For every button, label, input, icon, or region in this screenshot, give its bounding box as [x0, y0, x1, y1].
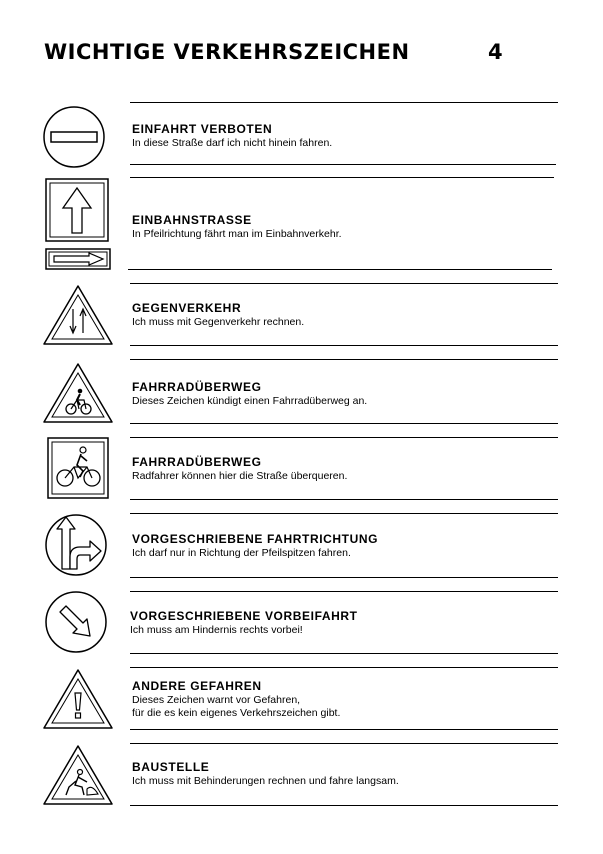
sign-entry-no-entry	[132, 122, 572, 150]
writing-line	[130, 805, 558, 806]
writing-line	[130, 177, 554, 178]
writing-line	[130, 345, 558, 346]
entry-heading: FAHRRADÜBERWEG	[132, 455, 262, 469]
entry-description: In Pfeilrichtung fährt man im Einbahnverkehr.	[132, 228, 342, 240]
page-number: 4	[488, 40, 504, 64]
writing-line	[130, 423, 558, 424]
entry-heading: EINFAHRT VERBOTEN	[132, 122, 273, 136]
writing-line	[130, 499, 558, 500]
writing-line	[130, 577, 558, 578]
writing-line	[130, 102, 558, 103]
writing-line	[130, 359, 558, 360]
sign-entry-other-danger	[132, 679, 572, 720]
title-text: WICHTIGE VERKEHRSZEICHEN	[44, 40, 410, 64]
entry-description: Ich muss mit Behinderungen rechnen und fahre langsam.	[132, 775, 399, 787]
sign-entry-one-way	[132, 213, 572, 241]
writing-line	[130, 591, 558, 592]
one-way-sign-icon	[45, 178, 111, 272]
writing-line	[130, 437, 558, 438]
writing-line	[130, 729, 558, 730]
entry-description: In diese Straße darf ich nicht hinein fahren.	[132, 137, 333, 149]
entry-heading: VORGESCHRIEBENE FAHRTRICHTUNG	[132, 532, 379, 546]
sign-entry-mandatory-direction	[132, 532, 572, 560]
entry-heading: ANDERE GEFAHREN	[132, 679, 262, 693]
mandatory-direction-sign-icon	[44, 513, 108, 577]
two-way-traffic-sign-icon	[42, 284, 114, 346]
writing-line	[128, 269, 552, 270]
entry-heading: FAHRRADÜBERWEG	[132, 380, 262, 394]
writing-line	[130, 513, 558, 514]
entry-heading: GEGENVERKEHR	[132, 301, 242, 315]
entry-description: Ich muss am Hindernis rechts vorbei!	[130, 624, 303, 636]
bicycle-crossing-warning-sign-icon	[42, 362, 114, 424]
entry-heading: BAUSTELLE	[132, 760, 210, 774]
entry-heading: EINBAHNSTRASSE	[132, 213, 252, 227]
sign-entry-two-way-traffic	[132, 301, 572, 329]
bicycle-crossing-info-sign-icon	[47, 437, 109, 499]
entry-description-line-2: für die es kein eigenes Verkehrszeichen gibt.	[132, 707, 341, 719]
sign-entry-keep-right	[130, 609, 570, 637]
entry-description: Ich darf nur in Richtung der Pfeilspitzen fahren.	[132, 547, 351, 559]
entry-description-line-1: Dieses Zeichen warnt vor Gefahren,	[132, 694, 301, 706]
sign-entry-bicycle-crossing-warning	[132, 380, 572, 408]
keep-right-sign-icon	[44, 590, 108, 654]
entry-heading: VORGESCHRIEBENE VORBEIFAHRT	[130, 609, 358, 623]
entry-description: Ich muss mit Gegenverkehr rechnen.	[132, 316, 305, 328]
sign-entry-roadworks	[132, 760, 572, 788]
page-title	[44, 40, 514, 64]
no-entry-sign-icon	[42, 105, 106, 169]
sign-entry-bicycle-crossing-info	[132, 455, 572, 483]
writing-line	[130, 164, 556, 165]
writing-line	[130, 743, 558, 744]
entry-description: Radfahrer können hier die Straße überqueren.	[132, 470, 348, 482]
entry-description: Dieses Zeichen kündigt einen Fahrradüberweg an.	[132, 395, 368, 407]
writing-line	[130, 653, 558, 654]
writing-line	[130, 283, 558, 284]
other-danger-sign-icon	[42, 668, 114, 730]
roadworks-sign-icon	[42, 744, 114, 806]
writing-line	[130, 667, 558, 668]
